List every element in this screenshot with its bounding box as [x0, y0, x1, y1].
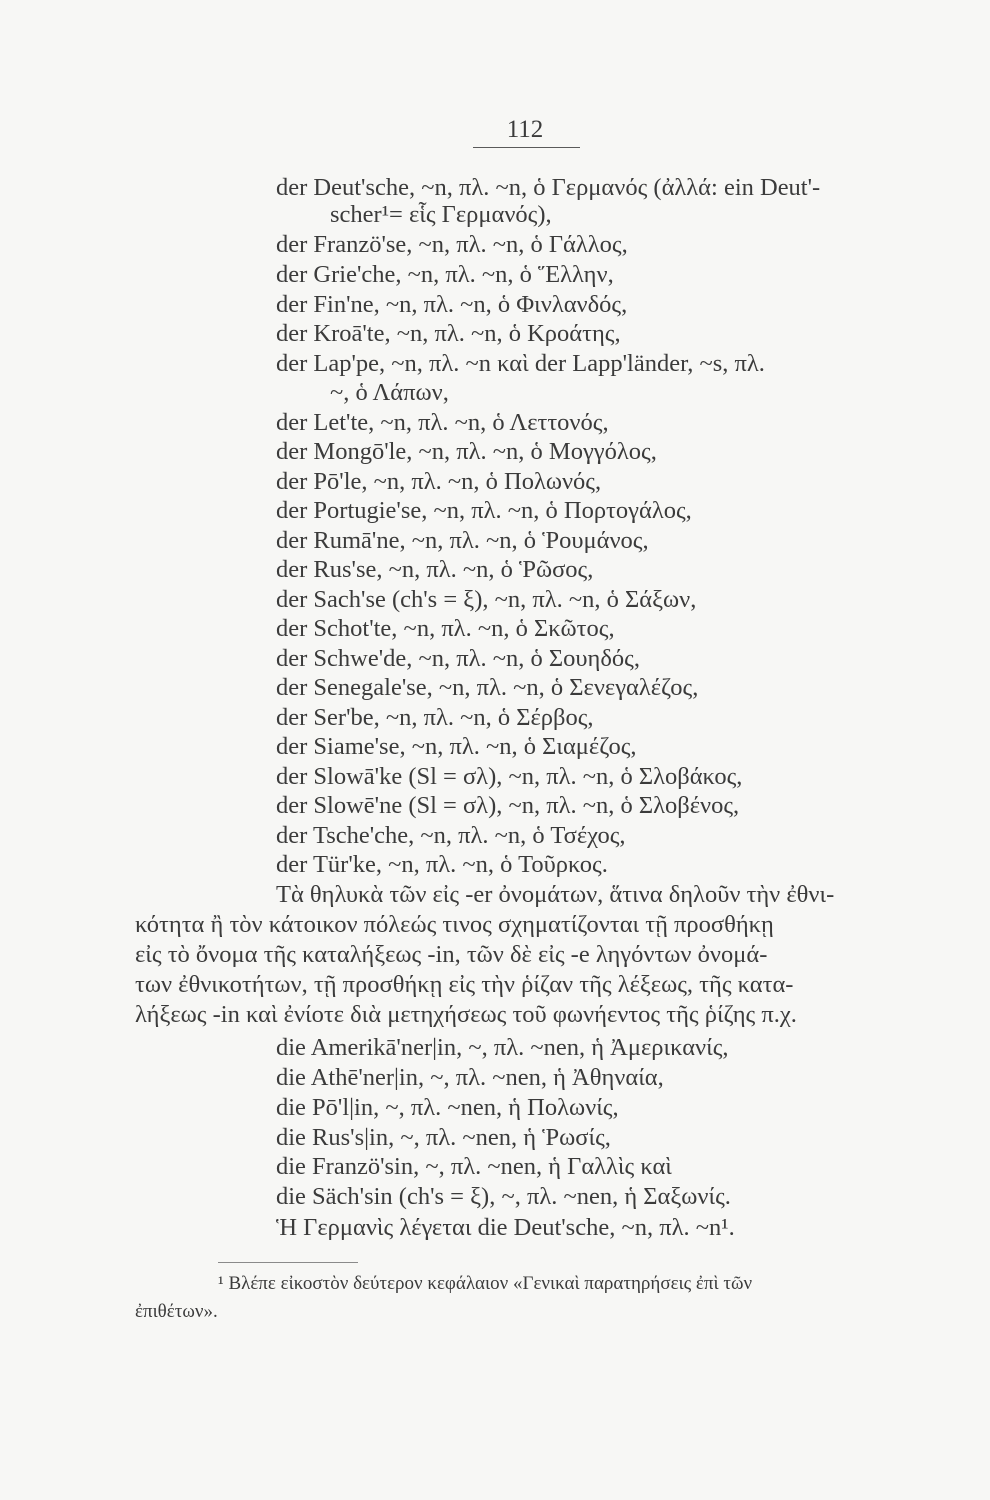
entry-line: der Mongō'le, ~n, πλ. ~n, ὁ Μογγόλος, [276, 438, 657, 465]
footnote-line: ἐπιθέτων». [135, 1301, 218, 1322]
entry-line: der Rus'se, ~n, πλ. ~n, ὁ Ῥῶσος, [276, 556, 594, 583]
entry-line: der Franzö'se, ~n, πλ. ~n, ὁ Γάλλος, [276, 231, 628, 258]
entry-line: der Siame'se, ~n, πλ. ~n, ὁ Σιαμέζος, [276, 733, 637, 760]
entry-line: der Slowā'ke (Sl = σλ), ~n, πλ. ~n, ὁ Σλοβάκος, [276, 763, 743, 790]
entry-line: der Senegale'se, ~n, πλ. ~n, ὁ Σενεγαλέζος, [276, 674, 699, 701]
paragraph-line: Τὰ θηλυκὰ τῶν εἰς -er ὀνομάτων, ἅτινα δηλοῦν τὴν ἐθνι- [276, 881, 835, 908]
feminine-line: die Athē'ner|in, ~, πλ. ~nen, ἡ Ἀθηναία, [276, 1064, 664, 1091]
entry-line: der Kroā'te, ~n, πλ. ~n, ὁ Κροάτης, [276, 320, 621, 347]
entry-line: der Ser'be, ~n, πλ. ~n, ὁ Σέρβος, [276, 704, 594, 731]
entry-line: der Lap'pe, ~n, πλ. ~n καὶ der Lapp'länder, ~s, πλ. [276, 350, 765, 377]
page-number-rule [473, 147, 580, 148]
entry-line: der Tür'ke, ~n, πλ. ~n, ὁ Τοῦρκος. [276, 851, 608, 878]
entry-line: scher¹= εἷς Γερμανός), [330, 201, 552, 228]
paragraph-line: λήξεως -in καὶ ἐνίοτε διὰ μετηχήσεως τοῦ φωνήεντος τῆς ῥίζης π.χ. [135, 1001, 797, 1028]
footnote-rule [218, 1262, 358, 1263]
entry-line: ~, ὁ Λάπων, [330, 379, 449, 406]
paragraph-line: εἰς τὸ ὄνομα τῆς καταλήξεως -in, τῶν δὲ εἰς -e ληγόντων ὀνομά- [135, 941, 768, 968]
entry-line: der Fin'ne, ~n, πλ. ~n, ὁ Φινλανδός, [276, 291, 628, 318]
entry-line: der Let'te, ~n, πλ. ~n, ὁ Λεττονός, [276, 409, 609, 436]
feminine-line: die Amerikā'ner|in, ~, πλ. ~nen, ἡ Ἀμερικανίς, [276, 1034, 729, 1061]
closing-line: Ἡ Γερμανὶς λέγεται die Deut'sche, ~n, πλ. ~n¹. [276, 1214, 735, 1241]
page-number: 112 [506, 116, 544, 143]
entry-line: der Slowē'ne (Sl = σλ), ~n, πλ. ~n, ὁ Σλοβένος, [276, 792, 740, 819]
entry-line: der Schot'te, ~n, πλ. ~n, ὁ Σκῶτος, [276, 615, 615, 642]
feminine-line: die Franzö'sin, ~, πλ. ~nen, ἡ Γαλλὶς καὶ [276, 1153, 672, 1180]
feminine-line: die Rus's|in, ~, πλ. ~nen, ἡ Ῥωσίς, [276, 1124, 611, 1151]
paragraph-line: κότητα ἢ τὸν κάτοικον πόλεώς τινος σχηματίζονται τῇ προσθήκῃ [135, 911, 774, 938]
entry-line: der Deut'sche, ~n, πλ. ~n, ὁ Γερμανός (ἀλλά: ein Deut'- [276, 174, 821, 201]
entry-line: der Schwe'de, ~n, πλ. ~n, ὁ Σουηδός, [276, 645, 640, 672]
feminine-line: die Pō'l|in, ~, πλ. ~nen, ἡ Πολωνίς, [276, 1094, 619, 1121]
entry-line: der Sach'se (ch's = ξ), ~n, πλ. ~n, ὁ Σάξων, [276, 586, 697, 613]
feminine-line: die Säch'sin (ch's = ξ), ~, πλ. ~nen, ἡ Σαξωνίς. [276, 1183, 731, 1210]
entry-line: der Portugie'se, ~n, πλ. ~n, ὁ Πορτογάλος, [276, 497, 692, 524]
entry-line: der Tsche'che, ~n, πλ. ~n, ὁ Τσέχος, [276, 822, 626, 849]
entry-line: der Rumā'ne, ~n, πλ. ~n, ὁ Ῥουμάνος, [276, 527, 649, 554]
entry-line: der Grie'che, ~n, πλ. ~n, ὁ Ἕλλην, [276, 261, 614, 288]
entry-line: der Pō'le, ~n, πλ. ~n, ὁ Πολωνός, [276, 468, 602, 495]
footnote-line: ¹ Βλέπε εἰκοστὸν δεύτερον κεφάλαιον «Γενικαὶ παρατηρήσεις ἐπὶ τῶν [218, 1273, 753, 1294]
paragraph-line: των ἐθνικοτήτων, τῇ προσθήκῃ εἰς τὴν ῥίζαν τῆς λέξεως, τῆς κατα- [135, 971, 794, 998]
